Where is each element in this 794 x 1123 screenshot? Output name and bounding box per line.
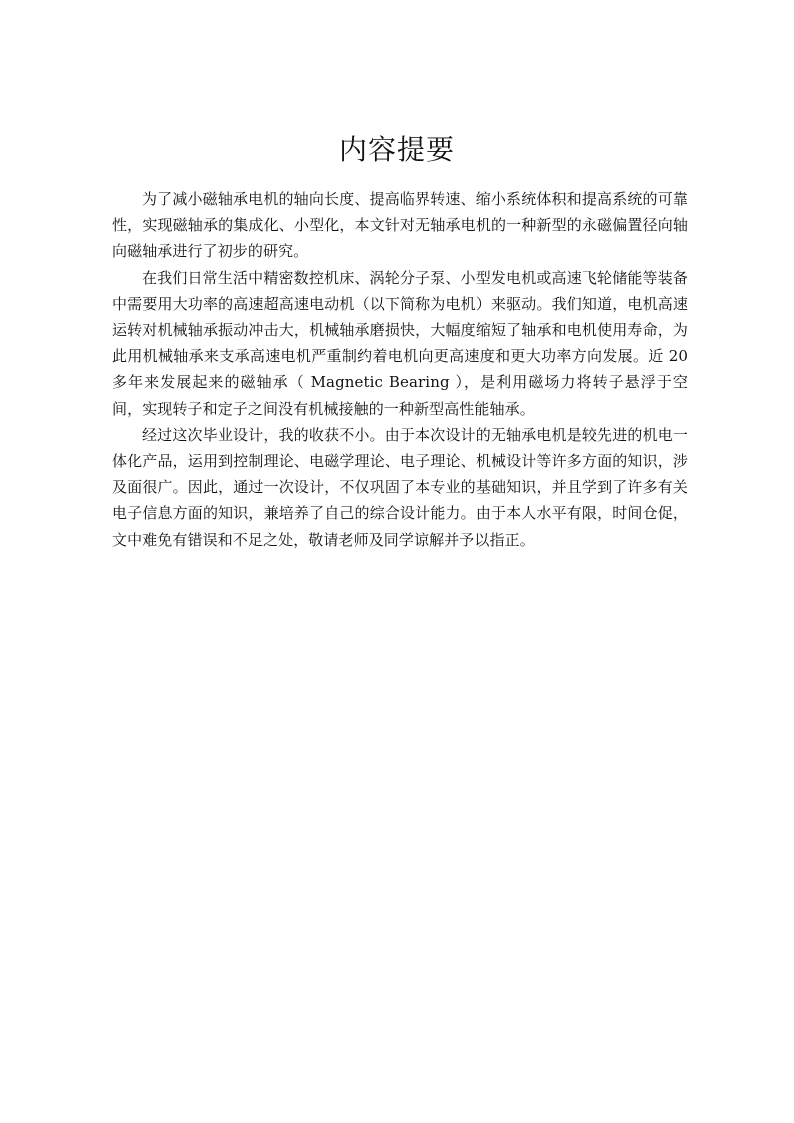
body-text [112,186,688,553]
paragraph-1: 为了减小磁轴承电机的轴向长度、提高临界转速、缩小系统体积和提高系统的可靠性，实现磁轴承的集成化、小型化，本文针对无轴承电机的一种新型的永磁偏置径向轴向磁轴承进行了初步的研究。 [112,190,688,261]
page-title: 内容提要 [338,133,455,166]
paragraph-3: 经过这次毕业设计，我的收获不小。由于本次设计的无轴承电机是较先进的机电一体化产品，运用到控制理论、电磁学理论、电子理论、机械设计等许多方面的知识，涉及面很广。因此，通过一次设计，不仅巩固了本专业的基础知识，并且学到了许多有关电子信息方面的知识，兼培养了自己的综合设计能力。由于本人水平有限，时间仓促，文中难免有错误和不足之处，敬请老师及同学谅解并予以指正。 [112,425,688,549]
paragraph-2: 在我们日常生活中精密数控机床、涡轮分子泵、小型发电机或高速飞轮储能等装备中需要用大功率的高速超高速电动机（以下简称为电机）来驱动。我们知道，电机高速运转对机械轴承振动冲击大，机械轴承磨损快，大幅度缩短了轴承和电机使用寿命，为此用机械轴承来支承高速电机严重制约着电机向更高速度和更大功率方向发展。近 20 多年来发展起来的磁轴承（ Magnetic Bearing ），是利用磁场力将转子悬浮于空间，实现转子和定子之间没有机械接触的一种新型高性能轴承。 [112,268,688,418]
